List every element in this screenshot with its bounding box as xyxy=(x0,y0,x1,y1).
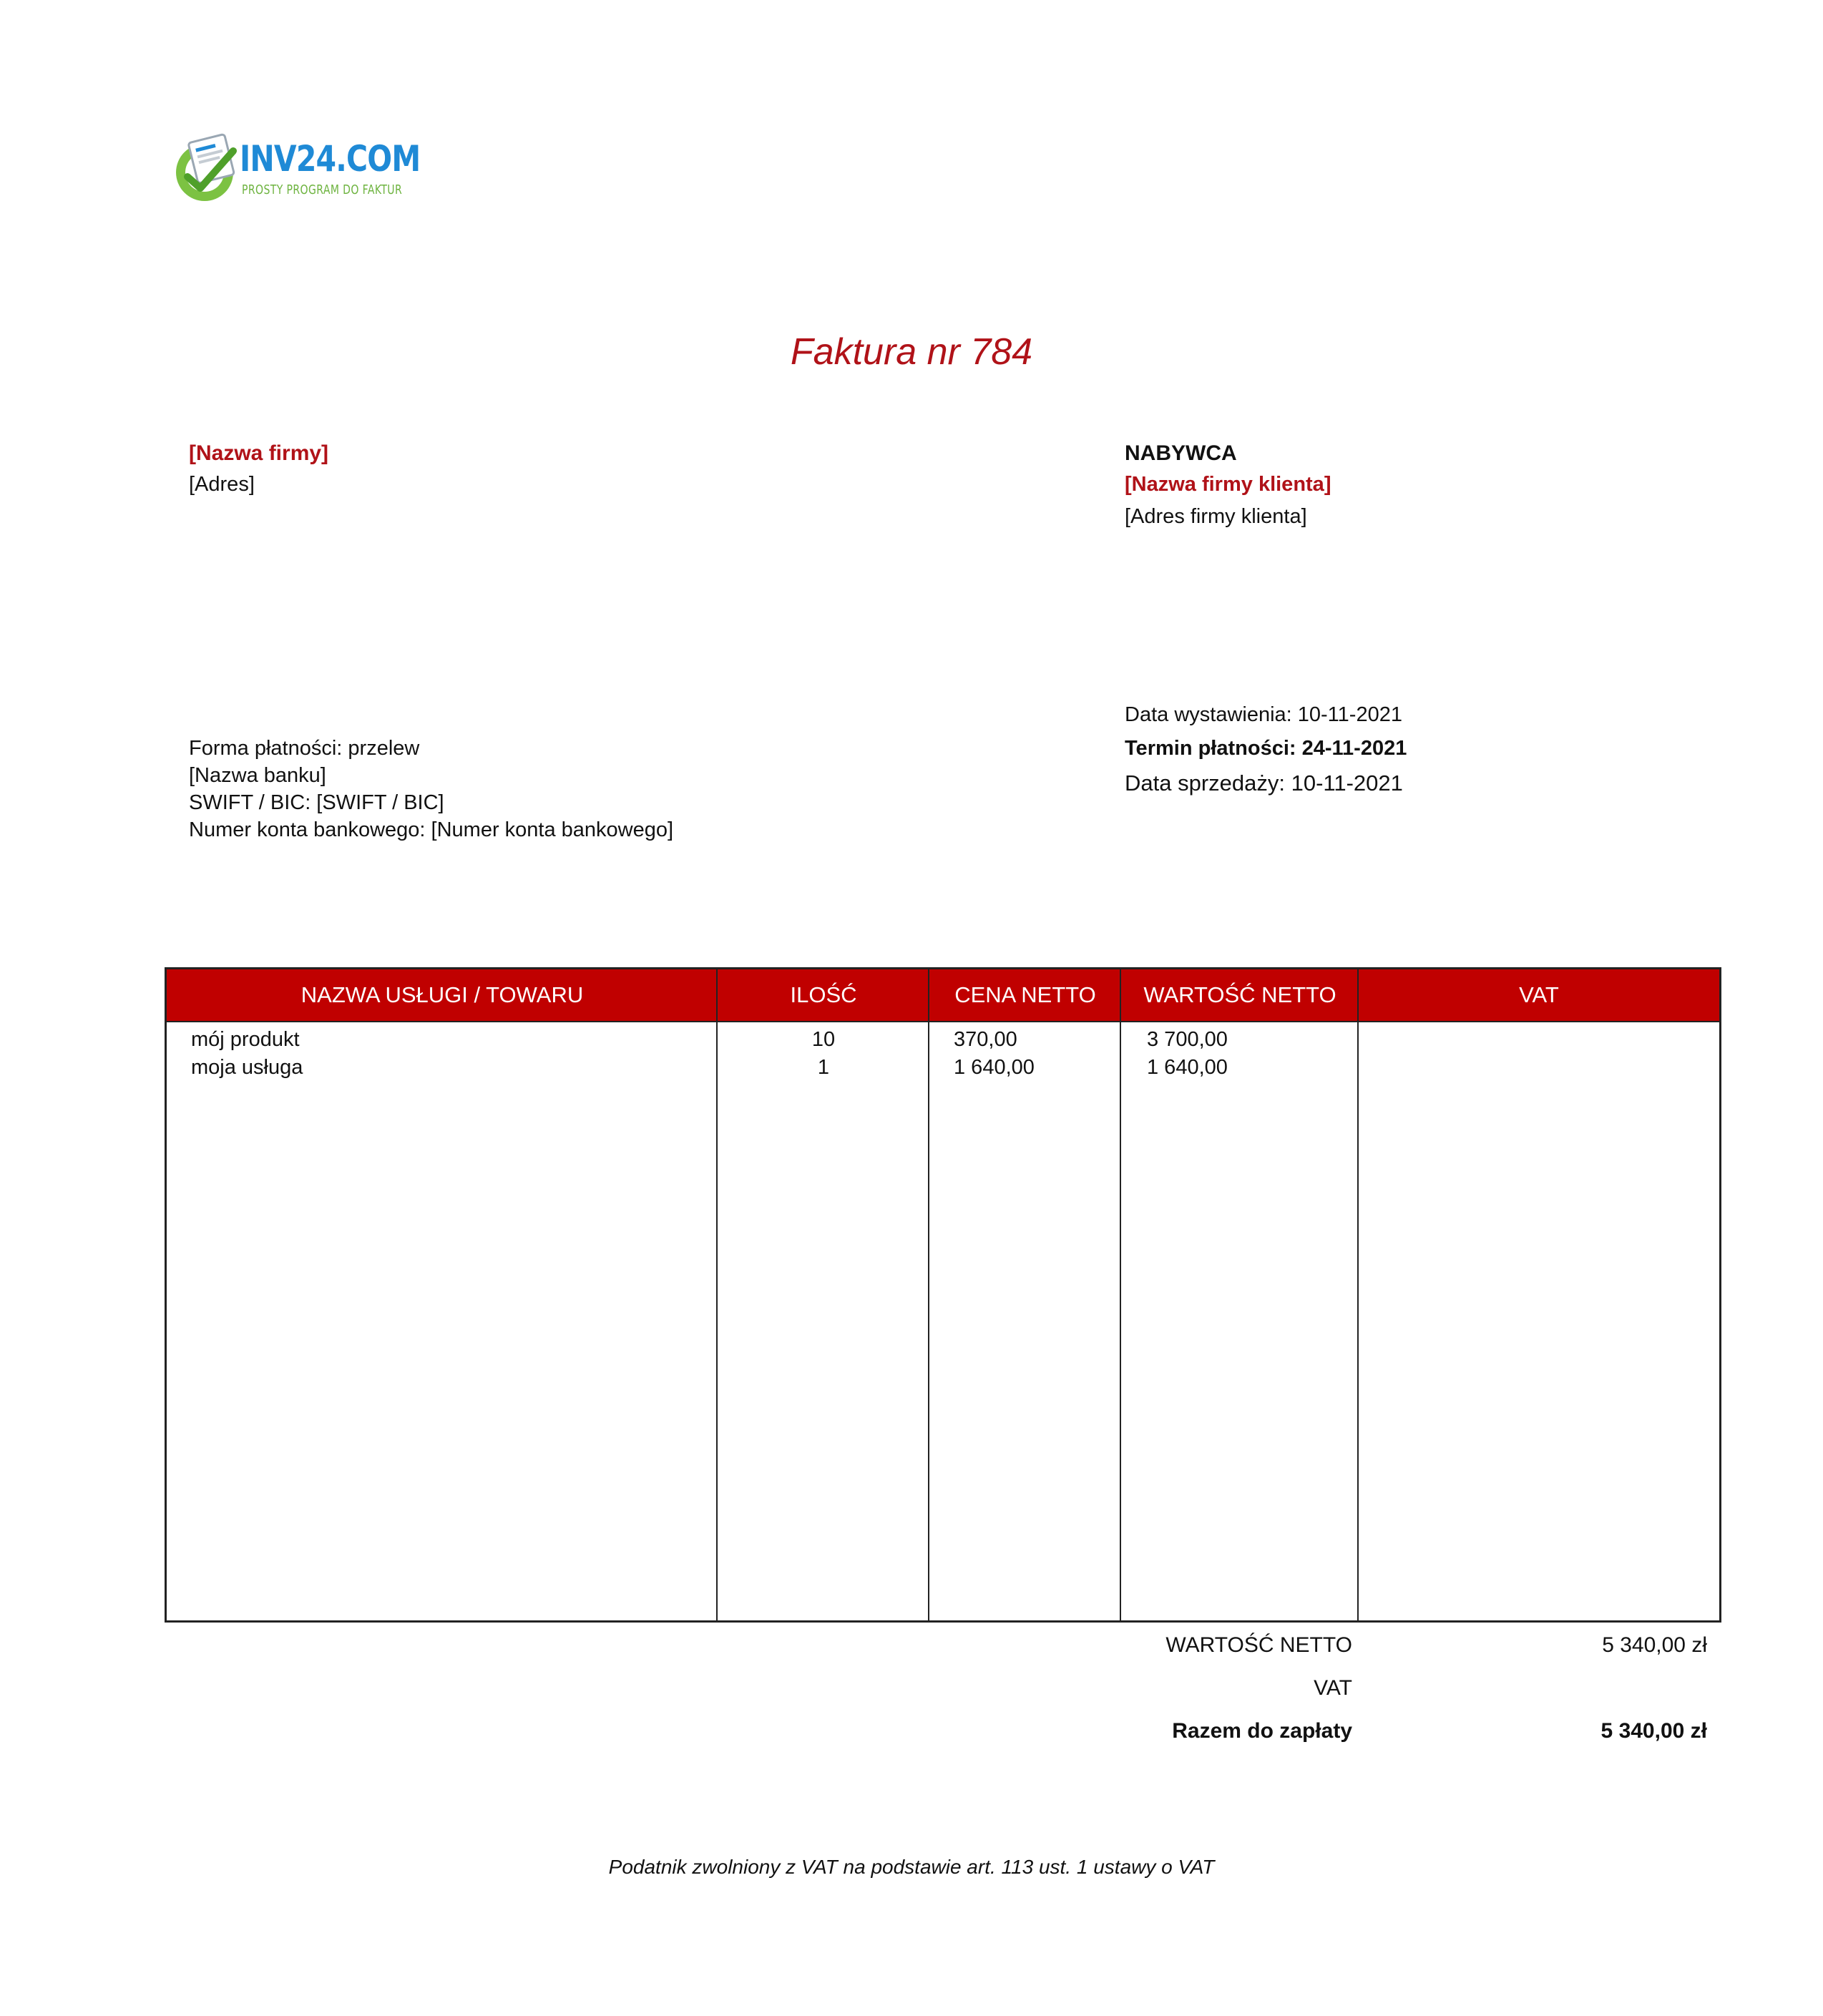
row-2-price: 1 640,00 xyxy=(954,1056,1035,1079)
bank-account: Numer konta bankowego: [Numer konta bankowego] xyxy=(189,818,674,841)
buyer-name: [Nazwa firmy klienta] xyxy=(1125,473,1331,496)
logo-check-icon xyxy=(172,132,243,204)
vat-total-label: VAT xyxy=(1314,1676,1352,1700)
row-1-name: mój produkt xyxy=(191,1028,300,1051)
row-2-qty: 1 xyxy=(817,1056,830,1079)
vat-exemption-note: Podatnik zwolniony z VAT na podstawie art. 113 ust. 1 ustawy o VAT xyxy=(608,1856,1215,1878)
items-table xyxy=(165,967,1721,1623)
column-header-value: WARTOŚĆ NETTO xyxy=(1143,982,1336,1007)
grand-total-label: Razem do zapłaty xyxy=(1172,1719,1352,1743)
buyer-heading: NABYWCA xyxy=(1125,441,1237,465)
buyer-address: [Adres firmy klienta] xyxy=(1125,505,1307,528)
row-1-qty: 10 xyxy=(811,1028,836,1051)
row-1-value: 3 700,00 xyxy=(1147,1028,1228,1051)
row-2-name: moja usługa xyxy=(191,1056,303,1079)
column-divider xyxy=(1120,969,1121,1620)
net-total-value: 5 340,00 zł xyxy=(1602,1633,1707,1657)
company-logo xyxy=(172,132,421,211)
seller-address: [Adres] xyxy=(189,473,255,496)
payment-method: Forma płatności: przelew xyxy=(189,737,420,760)
row-1-price: 370,00 xyxy=(954,1028,1017,1051)
swift-bic: SWIFT / BIC: [SWIFT / BIC] xyxy=(189,791,444,814)
logo-tagline: PROSTY PROGRAM DO FAKTUR xyxy=(242,182,403,197)
column-header-name: NAZWA USŁUGI / TOWARU xyxy=(300,982,584,1007)
sale-date: Data sprzedaży: 10-11-2021 xyxy=(1125,770,1403,796)
column-header-qty: ILOŚĆ xyxy=(790,982,857,1007)
row-2-value: 1 640,00 xyxy=(1147,1056,1228,1079)
column-header-vat: VAT xyxy=(1519,982,1559,1007)
grand-total-value: 5 340,00 zł xyxy=(1600,1719,1707,1743)
net-total-label: WARTOŚĆ NETTO xyxy=(1165,1633,1352,1657)
issue-date: Data wystawienia: 10-11-2021 xyxy=(1125,703,1402,726)
bank-name: [Nazwa banku] xyxy=(189,764,326,787)
seller-name: [Nazwa firmy] xyxy=(189,441,329,465)
invoice-title: Faktura nr 784 xyxy=(790,331,1033,373)
logo-name: INV24.COM xyxy=(240,138,421,180)
column-header-price: CENA NETTO xyxy=(954,982,1096,1007)
table-header xyxy=(167,969,1719,1022)
due-date: Termin płatności: 24-11-2021 xyxy=(1125,737,1407,760)
column-divider xyxy=(1357,969,1359,1620)
